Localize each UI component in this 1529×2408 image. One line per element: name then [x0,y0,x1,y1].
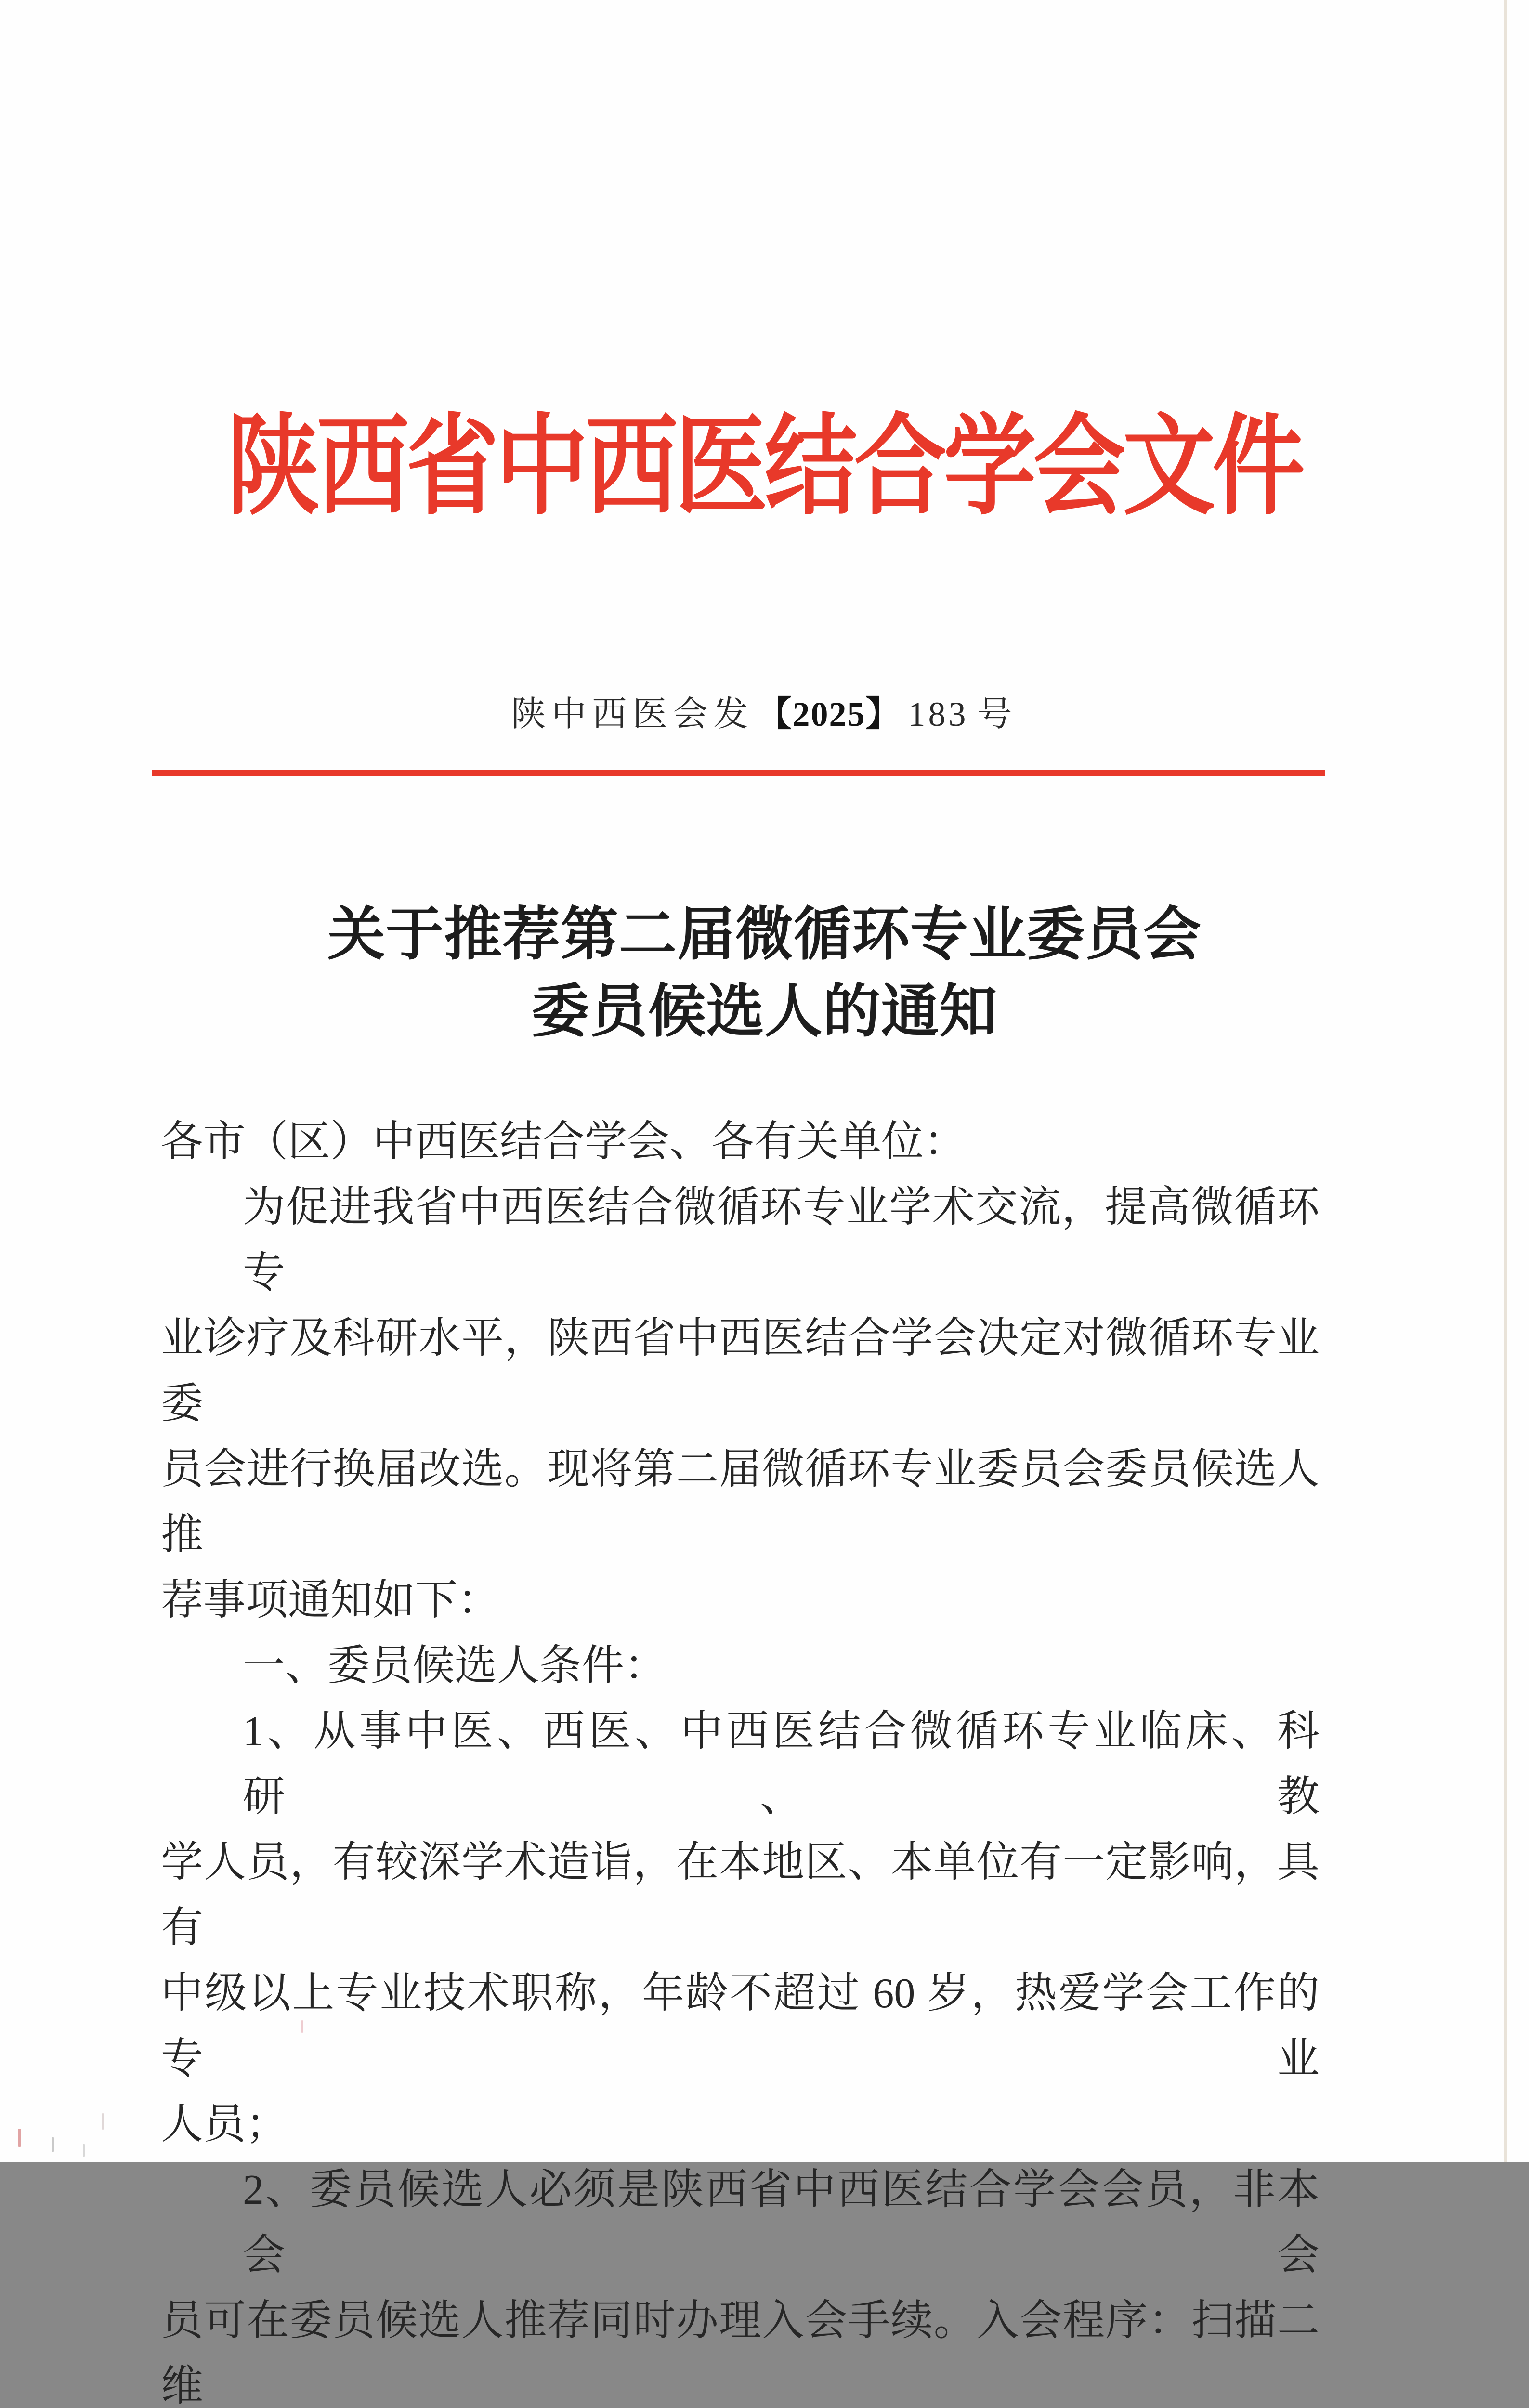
doc-number-bracket: 【2025】 [757,695,902,733]
notice-title [0,896,1529,1050]
body-line: 为促进我省中西医结合微循环专业学术交流，提高微循环专 [243,1184,1320,1296]
body-line: 一、委员候选人条件： [243,1643,667,1689]
doc-number-prefix: 陕中西医会发 [511,695,754,733]
scan-speck [83,2144,85,2157]
doc-number-value: 183 [908,695,969,733]
body-line: 员会进行换届改选。现将第二届微循环专业委员会委员候选人推 [161,1446,1320,1558]
notice-title-line2: 委员候选人的通知 [531,980,998,1044]
body-line: 2、委员候选人必须是陕西省中西医结合学会会员，非本会会 [243,2167,1320,2279]
body-line: 学人员，有较深学术造诣，在本地区、本单位有一定影响，具有 [161,1839,1320,1951]
body-line: 员可在委员候选人推荐同时办理入会手续。入会程序：扫描二维 [161,2298,1320,2408]
agency-title: 陕西省中西医结合学会文件 [227,406,1302,528]
scan-speck [18,2129,21,2147]
scan-speck [52,2137,54,2152]
body-line: 1、从事中医、西医、中西医结合微循环专业临床、科研、教 [243,1708,1320,1820]
body-line: 人员； [161,2101,288,2148]
document-body [161,1110,1320,2408]
doc-number-suffix: 号 [977,695,1018,733]
scan-edge-shadow [1504,0,1507,2162]
body-line: 各市（区）中西医结合学会、各有关单位： [161,1119,967,1165]
red-divider-rule [152,770,1325,776]
scan-speck [301,2020,303,2033]
body-line: 荐事项通知如下： [161,1577,500,1624]
notice-title-line1: 关于推荐第二届微循环专业委员会 [327,903,1202,967]
scan-speck [102,2113,104,2130]
doc-number [0,688,1529,741]
body-line: 业诊疗及科研水平，陕西省中西医结合学会决定对微循环专业委 [161,1315,1320,1427]
body-line: 中级以上专业技术职称，年龄不超过 60 岁，热爱学会工作的专业 [161,1970,1320,2082]
